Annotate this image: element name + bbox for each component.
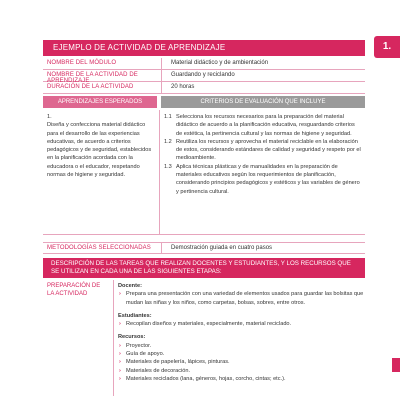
page-edge-marker <box>392 358 400 372</box>
metodologias-label: METODOLOGÍAS SELECCIONADAS <box>47 245 151 251</box>
estudiantes-item: › Recopilan diseños y materiales, especialmente, material reciclado. <box>118 320 365 328</box>
info-row-duracion <box>43 82 365 94</box>
metodologias-row <box>43 242 365 254</box>
docente-item: › Prepara una presentación con una variedad de elementos usados para guardar las bolsitas que mudan las niñas y los niños, como carpetas, bolsas, sobres, entre otros. <box>118 290 365 307</box>
recurso-item: › Materiales de papelería, lápices, pinturas. <box>118 358 365 366</box>
recurso-item: › Guía de apoyo. <box>118 350 365 358</box>
header-criterios: CRITERIOS DE EVALUACIÓN QUE INCLUYE <box>161 96 365 108</box>
recurso-item: › Materiales reciclados (lana, géneros, hojas, corcho, cintas; etc.). <box>118 375 365 383</box>
info-label: NOMBRE DEL MÓDULO <box>47 60 117 66</box>
estudiantes-title: Estudiantes: <box>118 312 152 319</box>
metodologias-value: Demostración guiada en cuatro pasos <box>171 245 273 251</box>
info-row-actividad <box>43 70 365 82</box>
recursos-title: Recursos: <box>118 334 146 341</box>
info-value: Guardando y reciclando <box>171 72 235 78</box>
preparacion-label: PREPARACIÓN DE LA ACTIVIDAD <box>47 283 101 297</box>
info-value: 20 horas <box>171 84 195 90</box>
aprendizaje-block <box>47 113 153 179</box>
docente-title: Docente: <box>118 283 142 289</box>
aprendizaje-text: Diseña y confecciona material didáctico para el desarrollo de las experiencias educativas, de acuerdo a criterios pedagógicos y de seguridad, establecidos en la planificación acordada con la educadora o el educador, respetando normas de higiene y seguridad. <box>47 122 152 179</box>
criterio-item: 1.1 Selecciona los recursos necesarios para la preparación del material didáctico de acuerdo a la planificación educativa, resguardando criterios de estética, la pertinencia cultural y las normas de higiene y seguridad. <box>164 114 355 137</box>
criterio-item: 1.3 Aplica técnicas plásticas y de manualidades en la preparación de materiales educativos según los requerimientos de planificación, considerando principios pedagógicos y estéticos y las variables de género y pertinencia cultural. <box>164 163 360 195</box>
criterios-block <box>164 113 362 196</box>
activity-title-bar: EJEMPLO DE ACTIVIDAD DE APRENDIZAJE <box>43 40 365 56</box>
criterio-item: 1.2 Reutiliza los recursos y aprovecha el material reciclable en la elaboración de estos, considerando estándares de calidad y seguridad y respeto por el medioambiente. <box>164 138 361 162</box>
info-value: Material didáctico y de ambientación <box>171 60 269 66</box>
descripcion-bar: DESCRIPCIÓN DE LAS TAREAS QUE REALIZAN DOCENTES Y ESTUDIANTES, Y LOS RECURSOS QUE SE UTILIZAN EN CADA UNA DE LAS SIGUIENTES ETAPAS: <box>43 258 365 278</box>
info-row-modulo <box>43 58 365 70</box>
page-section-tab: 1. <box>374 36 400 58</box>
recurso-item: › Proyector. <box>118 342 365 350</box>
info-label: DURACIÓN DE LA ACTIVIDAD <box>47 84 134 90</box>
aprendizaje-number: 1. <box>47 114 52 120</box>
recurso-item: › Materiales de decoración. <box>118 367 365 375</box>
header-aprendizajes: APRENDIZAJES ESPERADOS <box>43 96 157 108</box>
preparacion-content <box>118 282 365 383</box>
info-label: NOMBRE DE LA ACTIVIDAD DE APRENDIZAJE <box>47 72 138 84</box>
